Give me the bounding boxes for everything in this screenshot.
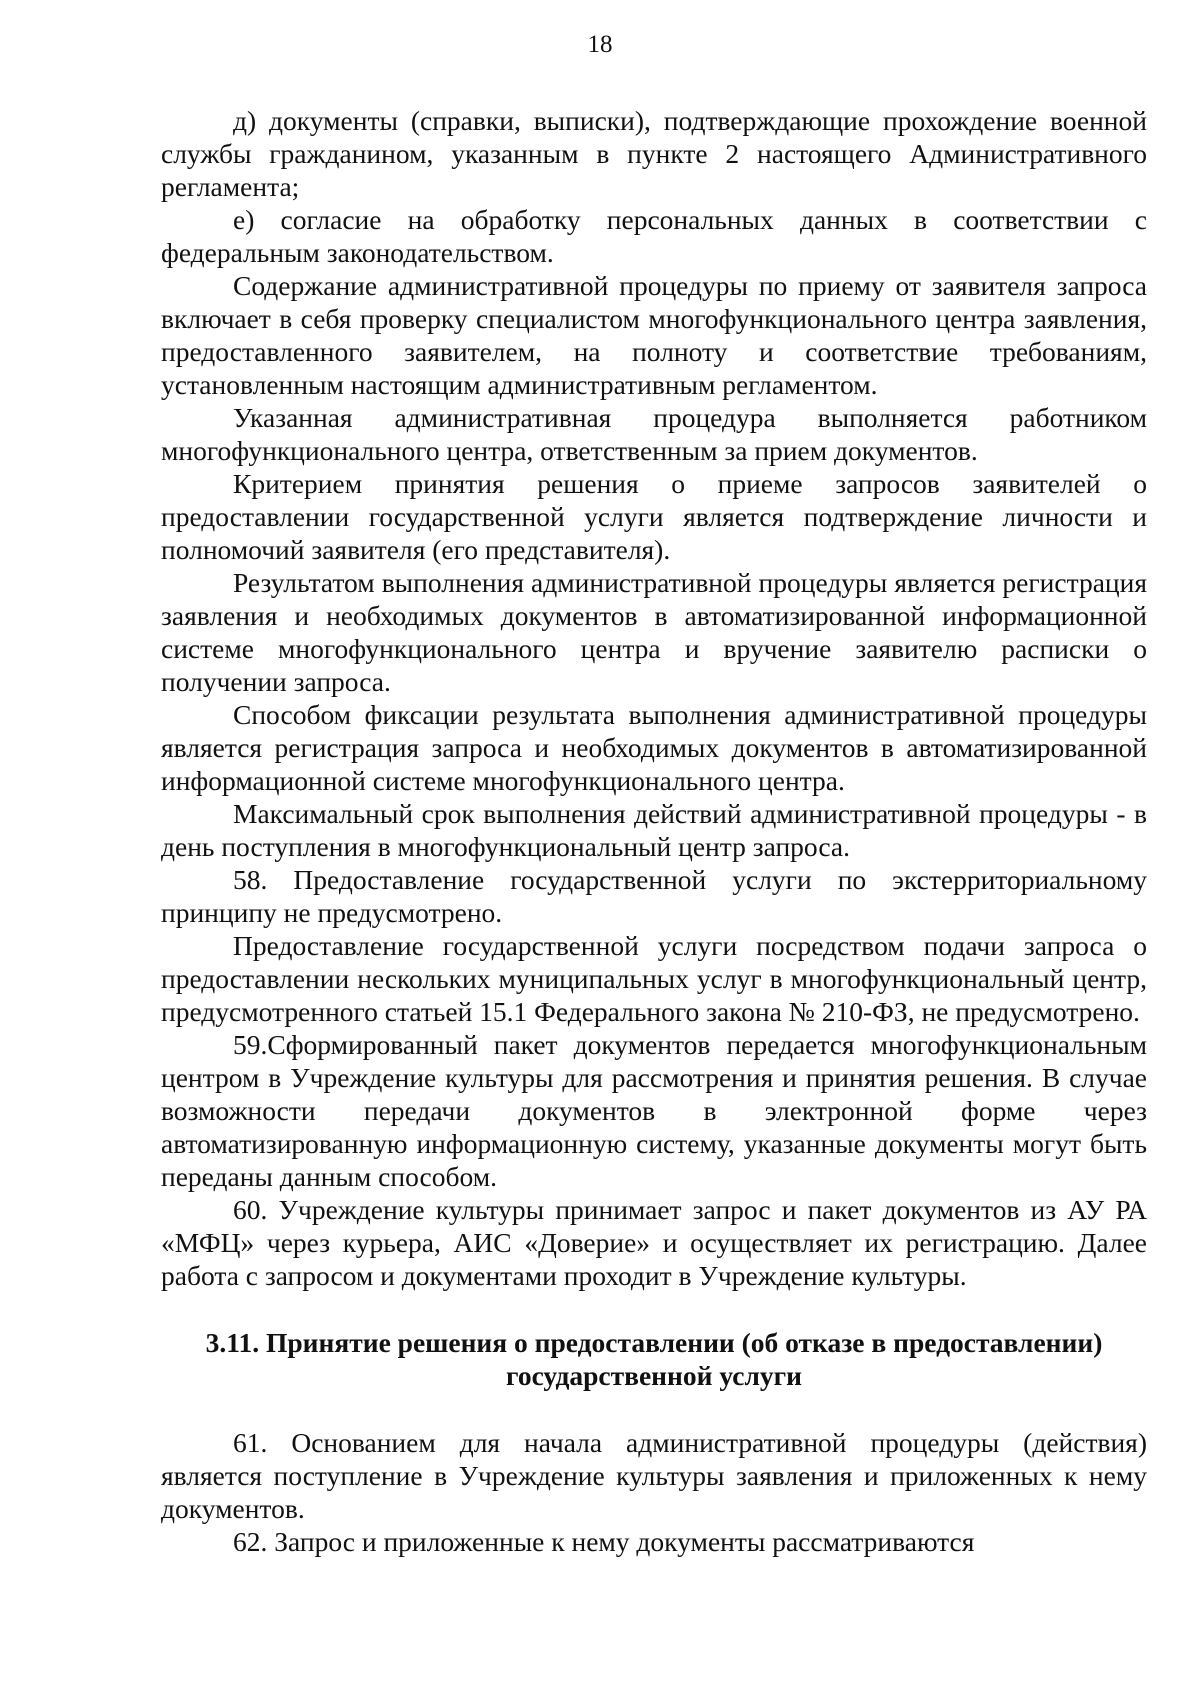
paragraph-multiple-services: Предоставление государственной услуги посредством подачи запроса о предоставлении нескольких муниципальных услуг в многофункциональный центр, предусмотренного статьей 15.1 Федерального закона № 210-ФЗ, не предусмотрено. (161, 930, 1147, 1027)
paragraph-item-d: д) документы (справки, выписки), подтверждающие прохождение военной службы гражданином, указанным в пункте 2 настоящего Административного регламента; (161, 105, 1147, 202)
paragraph-58: 58. Предоставление государственной услуги по экстерриториальному принципу не предусмотрено. (161, 864, 1147, 928)
paragraph-62: 62. Запрос и приложенные к нему документы рассматриваются (233, 1526, 975, 1557)
page-number: 18 (587, 31, 613, 58)
paragraph-59: 59.Сформированный пакет документов передается многофункциональным центром в Учреждение культуры для рассмотрения и принятия решения. В случае возможности передачи документов в электронной форме через автоматизированную информационную систему, указанные документы могут быть переданы данным способом. (161, 1029, 1147, 1192)
section-heading-line-2: государственной услуги (506, 1360, 802, 1391)
paragraph-61: 61. Основанием для начала административной процедуры (действия) является поступление в Учреждение культуры заявления и приложенных к нему документов. (161, 1427, 1147, 1524)
paragraph-procedure-content: Содержание административной процедуры по приему от заявителя запроса включает в себя проверку специалистом многофункционального центра заявления, предоставленного заявителем, на полноту и соответствие требованиям, установленным настоящим административным регламентом. (161, 270, 1147, 400)
paragraph-decision-criterion: Критерием принятия решения о приеме запросов заявителей о предоставлении государственной услуги является подтверждение личности и полномочий заявителя (его представителя). (161, 468, 1147, 565)
paragraph-procedure-executor: Указанная административная процедура выполняется работником многофункционального центра, ответственным за прием документов. (161, 402, 1147, 466)
paragraph-procedure-result: Результатом выполнения административной процедуры является регистрация заявления и необходимых документов в автоматизированной информационной системе многофункционального центра и вручение заявителю расписки о получении запроса. (161, 567, 1147, 697)
paragraph-item-e: е) согласие на обработку персональных данных в соответствии с федеральным законодательством. (161, 204, 1147, 268)
section-heading-line-1: 3.11. Принятие решения о предоставлении (об отказе в предоставлении) (205, 1327, 1103, 1358)
document-body (161, 104, 1147, 1558)
section-heading (161, 1326, 1147, 1392)
paragraph-result-recording: Способом фиксации результата выполнения административной процедуры является регистрация запроса и необходимых документов в автоматизированной информационной системе многофункционального центра. (161, 699, 1147, 796)
paragraph-max-term: Максимальный срок выполнения действий административной процедуры - в день поступления в многофункциональный центр запроса. (161, 798, 1147, 862)
paragraph-60: 60. Учреждение культуры принимает запрос и пакет документов из АУ РА «МФЦ» через курьера, АИС «Доверие» и осуществляет их регистрацию. Далее работа с запросом и документами проходит в Учреждение культуры. (161, 1194, 1147, 1291)
